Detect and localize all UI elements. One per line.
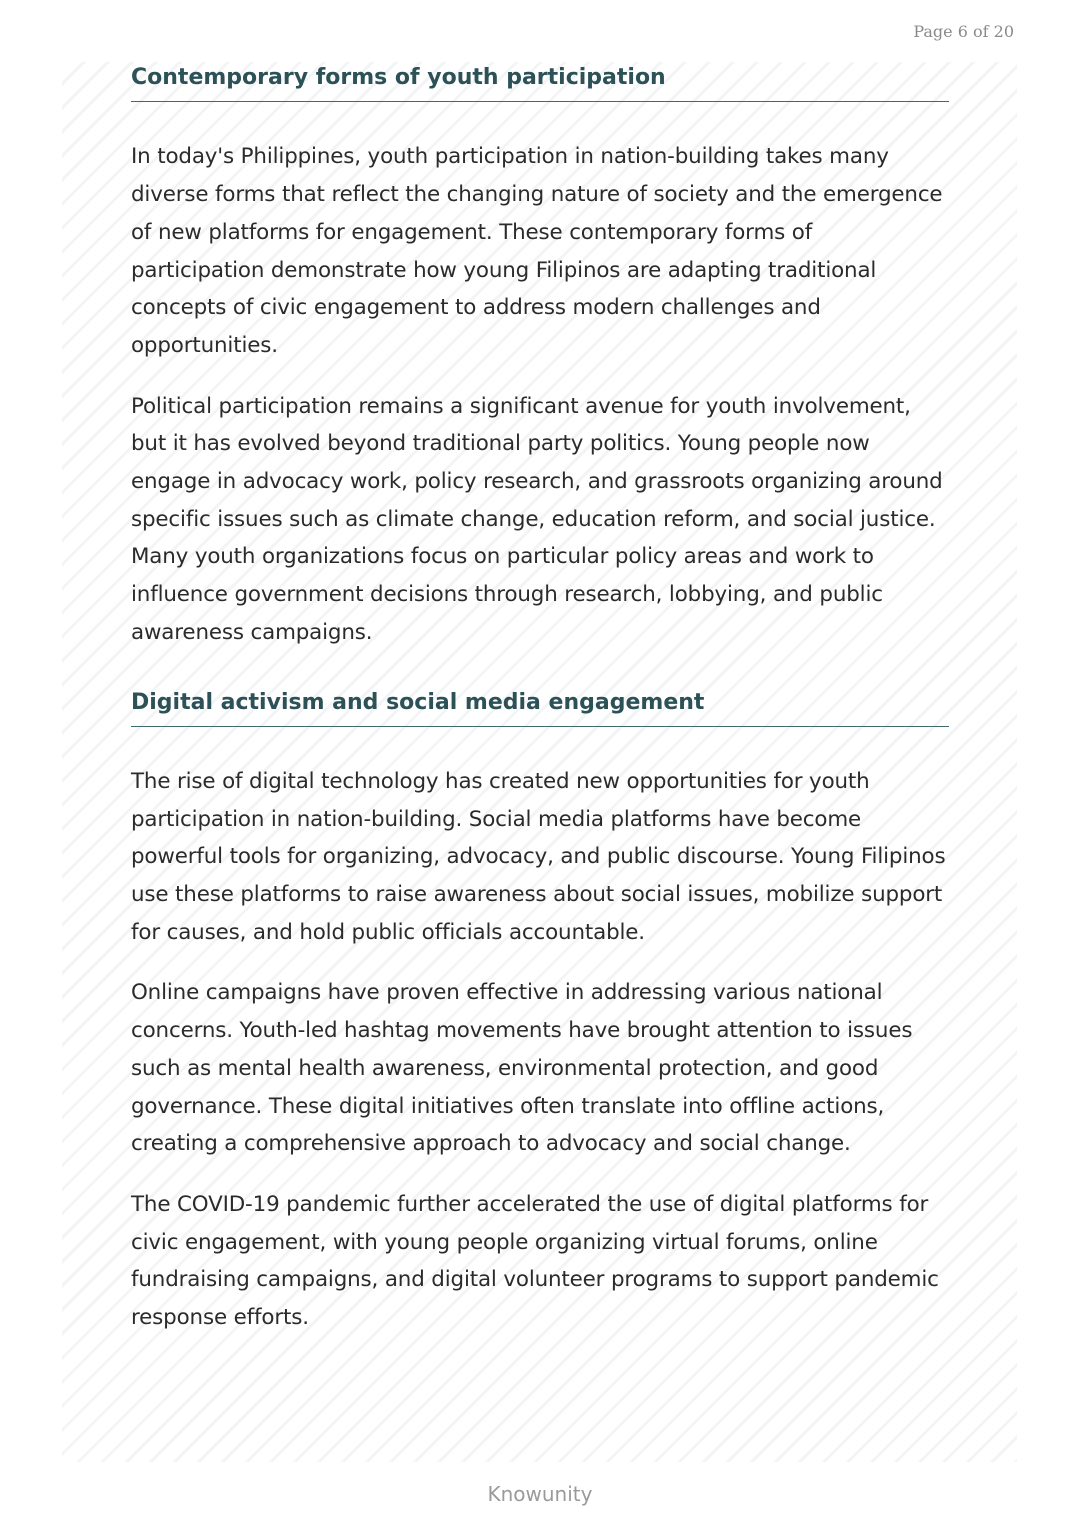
paragraph-covid-pandemic: The COVID-19 pandemic further accelerated the use of digital platforms for civic engagement, with young people organizing virtual forums, online fundraising campaigns, and digital volunteer programs to support pandemic response efforts. [131,1191,939,1331]
footer-brand-logo: Knowunity [487,1482,593,1506]
section-heading-digital-activism: Digital activism and social media engagement [131,690,949,727]
paragraph-contemporary-intro: In today's Philippines, youth participation in nation-building takes many diverse forms that reflect the changing nature of society and the emergence of new platforms for engagement. These contemporary forms of participation demonstrate how young Filipinos are adapting traditional concepts of civic engagement to address modern challenges and opportunities. [131,144,943,358]
document-body [131,62,949,1337]
paragraph-digital-technology: The rise of digital technology has created new opportunities for youth participation in nation-building. Social media platforms have become powerful tools for organizing, advocacy, and public discourse. Young Filipinos use these platforms to raise awareness about social issues, mobilize support for causes, and hold public officials accountable. [131,768,946,945]
paragraph-online-campaigns: Online campaigns have proven effective in addressing various national concerns. Youth-led hashtag movements have brought attention to issues such as mental health awareness, environmental protection, and good governance. These digital initiatives often translate into offline actions, creating a comprehensive approach to advocacy and social change. [131,980,913,1157]
page-indicator: Page 6 of 20 [913,22,1014,41]
section-heading-contemporary: Contemporary forms of youth participation [131,65,949,102]
paragraph-political-participation: Political participation remains a significant avenue for youth involvement, but it has evolved beyond traditional party politics. Young people now engage in advocacy work, policy research, and grassroots organizing around specific issues such as climate change, education reform, and social justice. Many youth organizations focus on particular policy areas and work to influence government decisions through research, lobbying, and public awareness campaigns. [131,393,943,645]
